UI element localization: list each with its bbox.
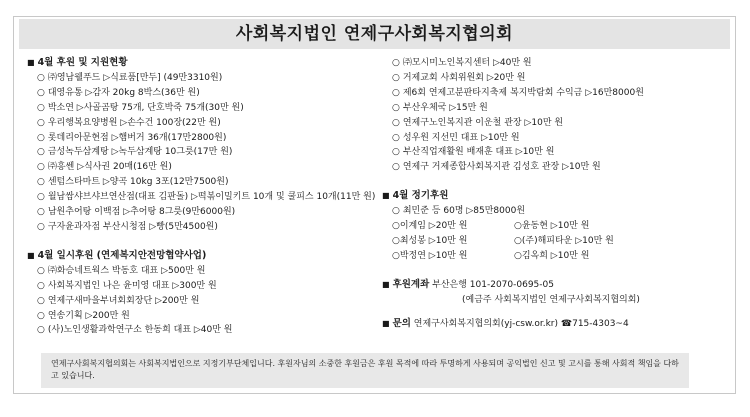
section-heading-april-onetime: ■ 4월 일시후원 (연제복지안전망협약사업) [27, 249, 372, 264]
list-item [27, 160, 372, 175]
list-item: ○이계임 ▷20만 원 [392, 221, 468, 232]
list-item-text: 부산우체국 ▷15만 원 [402, 102, 488, 113]
account-number: 부산은행 101-2070-0695-05 [432, 279, 554, 290]
bullet-circle-icon: ○ [37, 310, 45, 321]
list-item: ○ 최민준 등 60명 ▷85만8000원 [392, 206, 526, 217]
list-item: ○윤동현 ▷10만 원 [514, 221, 590, 232]
list-item [27, 101, 372, 116]
list-item-text: 사회복지법인 나은 윤미영 대표 ▷300만 원 [47, 280, 217, 291]
regular-donor-grid [382, 219, 727, 264]
bullet-circle-icon: ○ [392, 147, 400, 158]
list-item [27, 309, 372, 324]
april-support-list [27, 71, 376, 235]
list-item: ○김옥희 ▷10만 원 [514, 250, 590, 261]
list-item [382, 86, 727, 101]
left-column [27, 56, 376, 338]
list-item [382, 101, 727, 116]
bullet-circle-icon: ○ [392, 162, 400, 173]
bullet-circle-icon: ○ [514, 250, 522, 261]
list-item-text: 연제구새마을부녀회회장단 ▷200만 원 [47, 295, 200, 306]
list-item [27, 279, 372, 294]
list-item-text: 제6회 연제고분판타지축제 복지박람회 수익금 ▷16만8000원 [402, 87, 644, 98]
list-item-text: 대영유통 ▷감자 20kg 8박스(36만 원) [47, 87, 200, 98]
bullet-circle-icon: ○ [37, 177, 45, 188]
bullet-circle-icon: ○ [392, 58, 400, 68]
list-item [27, 190, 376, 205]
list-item-text: 남원추어탕 이백점 ▷추어탕 8그릇(9만6000원) [47, 207, 236, 218]
list-item [382, 116, 727, 131]
bullet-circle-icon: ○ [392, 235, 400, 246]
bullet-circle-icon: ○ [514, 221, 522, 232]
section-heading-april-regular: ■ 4월 정기후원 [382, 189, 727, 204]
bullet-circle-icon: ○ [392, 250, 400, 261]
list-item: ○박정연 ▷10만 원 [392, 250, 468, 261]
bullet-circle-icon: ○ [37, 207, 45, 218]
bullet-circle-icon: ○ [392, 87, 400, 98]
bullet-circle-icon: ○ [37, 162, 45, 173]
bullet-circle-icon: ○ [392, 117, 400, 128]
list-item-text: ㈜화승네트웍스 박동호 대표 ▷500만 원 [47, 265, 206, 276]
contact-info: ■ 문의 연제구사회복지협의회(yj-csw.or.kr) ☎715-4303~4 [382, 317, 727, 332]
bullet-circle-icon: ○ [392, 102, 400, 113]
right-column [382, 56, 727, 332]
bullet-circle-icon: ○ [37, 265, 45, 276]
bullet-circle-icon: ○ [37, 221, 45, 232]
list-item-text: ㈜흥쎈 ▷식사권 20매(16만 원) [47, 162, 172, 173]
list-item [382, 145, 727, 160]
list-item-text: 연제구노인복지관 이운철 관장 ▷10만 원 [402, 117, 564, 128]
list-item [27, 294, 372, 309]
list-item [382, 131, 727, 146]
list-item-text: 우리행복요양병원 ▷손수건 100장(22만 원) [47, 117, 221, 128]
notice-box: 연제구사회복지협의회는 사회복지법인으로 지정기부단체입니다. 후원자님의 소중한 후원금은 후원 목적에 따라 투명하게 사용되며 공익법인 신고 및 고시를 통해 사회적 책임을 다하고 있습니다. [41, 353, 689, 388]
list-item [27, 86, 372, 101]
list-item: ○최성봉 ▷10만 원 [392, 235, 468, 246]
contact-value: 연제구사회복지협의회(yj-csw.or.kr) ☎715-4303~4 [413, 318, 629, 329]
list-item: ○(주)해피타운 ▷10만 원 [514, 235, 614, 246]
list-item-text: 부산직업재활원 배재훈 대표 ▷10만 원 [402, 147, 555, 158]
list-item-text: 구자윤과자점 부산시청점 ▷빵(5만4500원) [47, 221, 218, 232]
list-item-text: 금성녹두삼계탕 ▷녹두삼계탕 10그릇(17만 원) [47, 147, 233, 158]
list-item [27, 220, 372, 235]
bullet-circle-icon: ○ [37, 325, 45, 336]
list-item-text: 센텀스타마트 ▷양곡 10kg 3포(12만7500원) [47, 177, 229, 188]
bullet-circle-icon: ○ [37, 192, 45, 203]
list-item-text: 성우원 지선민 대표 ▷10만 원 [402, 132, 520, 143]
bullet-circle-icon: ○ [37, 280, 45, 291]
list-item [27, 205, 372, 220]
bullet-circle-icon: ○ [392, 72, 400, 83]
bullet-circle-icon: ○ [392, 132, 400, 143]
list-item-text: 월남쌈샤브샤브연산점(대표 김판돌) ▷떡볶이밀키트 10개 및 쿨피스 10개(11만 원) [47, 192, 376, 203]
list-item [27, 71, 372, 86]
list-item-text: ㈜모시미노인복지센터 ▷40만 원 [402, 58, 532, 68]
list-item [27, 323, 372, 338]
bullet-circle-icon: ○ [37, 117, 45, 128]
page-title: 사회복지법인 연제구사회복지협의회 [19, 19, 730, 49]
bullet-circle-icon: ○ [37, 295, 45, 306]
list-item [27, 145, 372, 160]
bullet-circle-icon: ○ [37, 102, 45, 113]
bullet-circle-icon: ○ [37, 87, 45, 98]
list-item-text: (사)노인생활과학연구소 한동희 대표 ▷40만 원 [47, 325, 233, 336]
list-item [382, 160, 727, 175]
april-onetime-list [27, 264, 372, 339]
list-item-text: 연송기획 ▷200만 원 [47, 310, 130, 321]
list-item-text: 거제교회 사회위원회 ▷20만 원 [402, 72, 526, 83]
section-heading-april-support: ■ 4월 후원 및 지원현황 [27, 56, 372, 71]
bullet-circle-icon: ○ [37, 132, 45, 143]
bullet-circle-icon: ○ [392, 221, 400, 232]
list-item-text: 연제구 거제종합사회복지관 김성호 관장 ▷10만 원 [402, 162, 601, 173]
donation-account: ■ 후원계좌 부산은행 101-2070-0695-05 [382, 278, 727, 293]
list-item [382, 56, 727, 71]
list-item-text: 박소연 ▷사골곰탕 75개, 단호박죽 75개(30만 원) [47, 102, 244, 113]
account-holder: (예금주 사회복지법인 연제구사회복지협의회) [462, 294, 640, 305]
list-item [27, 175, 372, 190]
list-item-text: ㈜영남웰푸드 ▷식료품[만두] (49만3310원) [47, 72, 223, 83]
list-item [27, 264, 372, 279]
list-item-text: 롯데리아문현점 ▷햄버거 36개(17만2800원) [47, 132, 227, 143]
bullet-circle-icon: ○ [37, 72, 45, 83]
bullet-circle-icon: ○ [514, 235, 522, 246]
april-support-list-continued [382, 56, 727, 175]
list-item [27, 131, 372, 146]
list-item [27, 116, 372, 131]
bullet-circle-icon: ○ [37, 147, 45, 158]
list-item [382, 71, 727, 86]
